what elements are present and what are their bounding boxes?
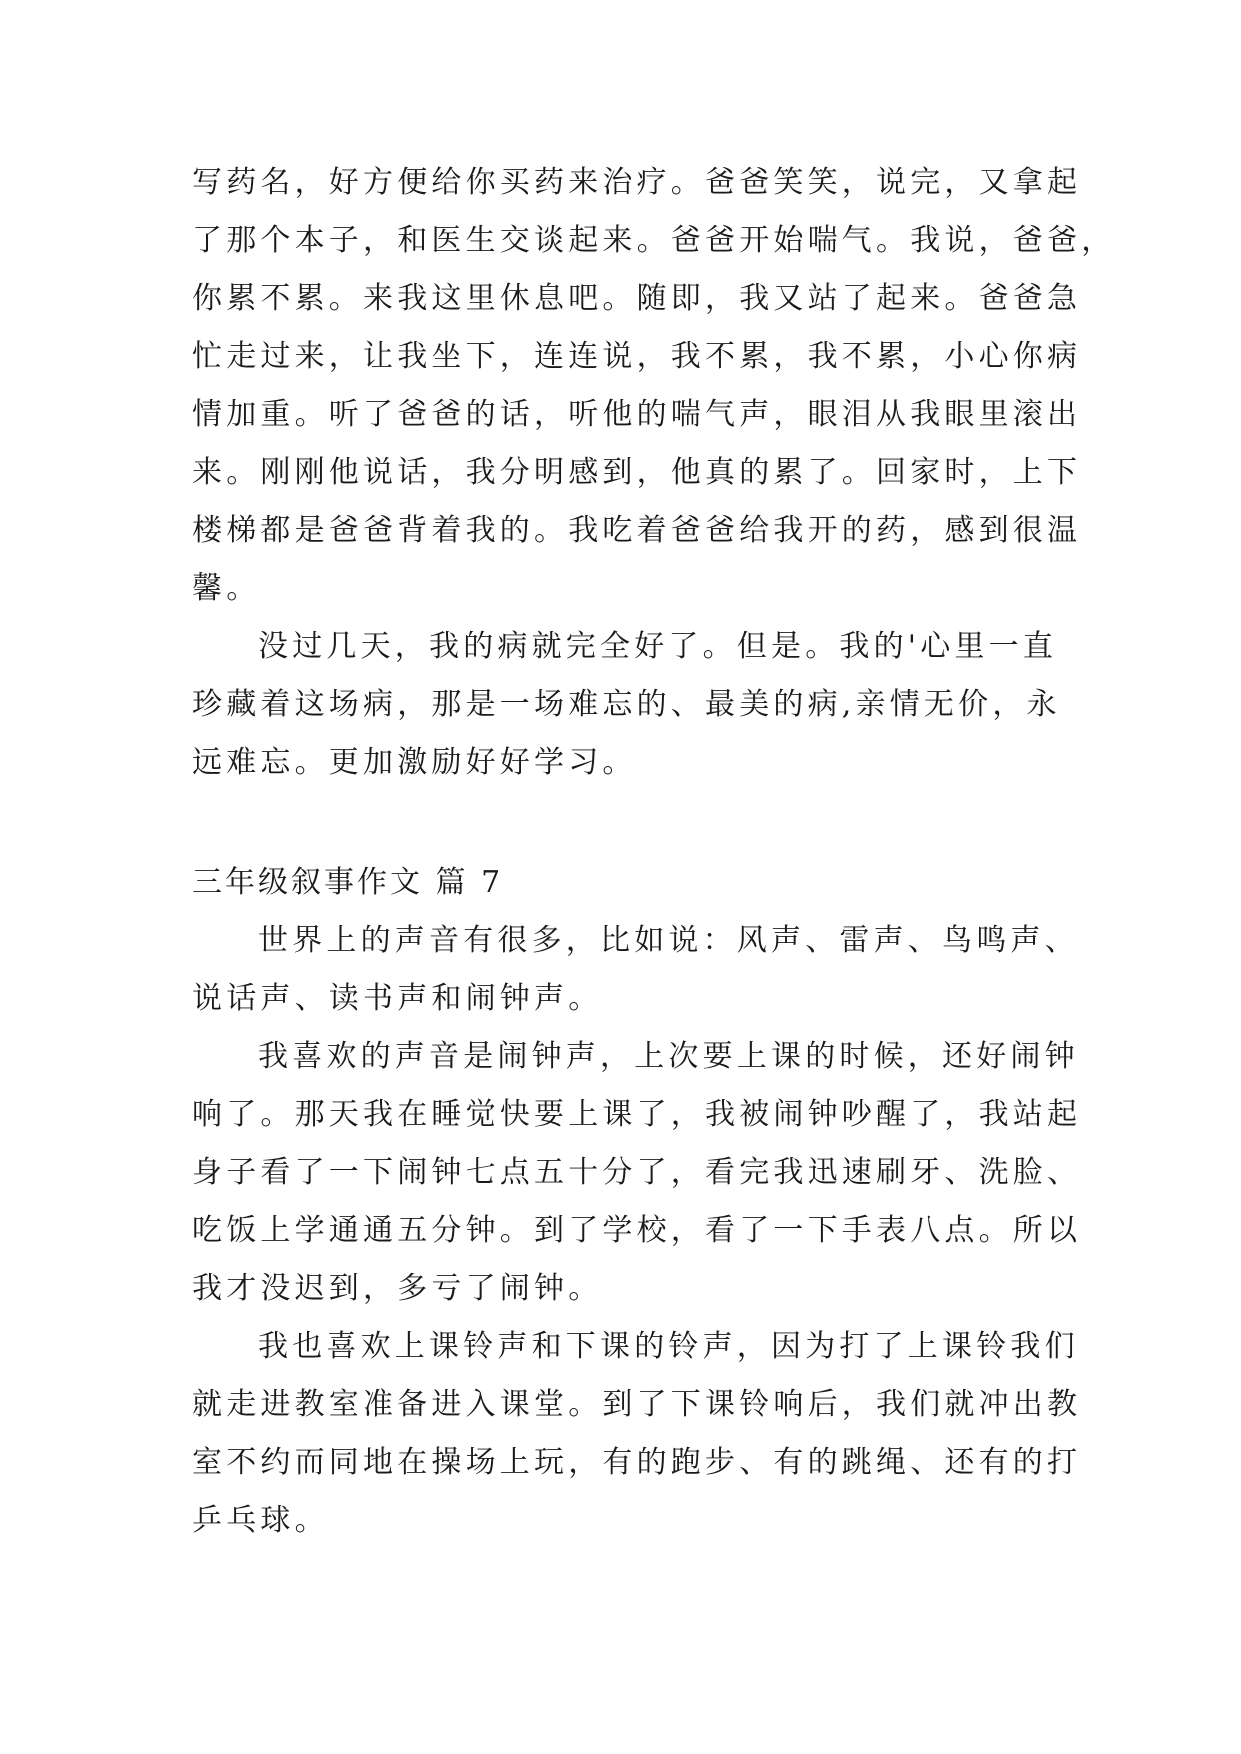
paragraph-line: 楼梯都是爸爸背着我的。我吃着爸爸给我开的药，感到很温: [192, 513, 1082, 548]
paragraph-line: 写药名，好方便给你买药来治疗。爸爸笑笑，说完，又拿起: [192, 165, 1082, 200]
paragraph-line: 忙走过来，让我坐下，连连说，我不累，我不累，小心你病: [192, 339, 1082, 374]
paragraph-line: 你累不累。来我这里休息吧。随即，我又站了起来。爸爸急: [192, 281, 1082, 316]
paragraph-line: 乒乓球。: [192, 1503, 329, 1538]
paragraph-line: 吃饭上学通通五分钟。到了学校，看了一下手表八点。所以: [192, 1213, 1082, 1248]
paragraph-line: 就走进教室准备进入课堂。到了下课铃响后，我们就冲出教: [192, 1387, 1082, 1422]
paragraph-line: 我也喜欢上课铃声和下课的铃声，因为打了上课铃我们: [258, 1329, 1079, 1364]
essay6-paragraph-continued: [192, 154, 1116, 618]
paragraph-line: 远难忘。更加激励好好学习。: [192, 745, 637, 780]
paragraph-line: 没过几天，我的病就完全好了。但是。我的'心里一直: [258, 629, 1058, 664]
paragraph-line: 珍藏着这场病，那是一场难忘的、最美的病,亲情无价，永: [192, 687, 1061, 722]
paragraph-line: 世界上的声音有很多，比如说：风声、雷声、鸟鸣声、: [258, 923, 1079, 958]
paragraph-line: 室不约而同地在操场上玩，有的跑步、有的跳绳、还有的打: [192, 1445, 1082, 1480]
paragraph-line: 说话声、读书声和闹钟声。: [192, 981, 603, 1016]
paragraph-line: 我喜欢的声音是闹钟声，上次要上课的时候，还好闹钟: [258, 1039, 1079, 1074]
paragraph-line: 身子看了一下闹钟七点五十分了，看完我迅速刷牙、洗脸、: [192, 1155, 1082, 1190]
paragraph-line: 馨。: [192, 571, 261, 606]
essay6-closing-paragraph: [192, 618, 1061, 792]
paragraph-line: 情加重。听了爸爸的话，听他的喘气声，眼泪从我眼里滚出: [192, 397, 1082, 432]
essay7-paragraph-3: [192, 1318, 1082, 1550]
essay7-heading: 三年级叙事作文 篇 7: [192, 865, 504, 900]
essay7-paragraph-1: [192, 912, 1079, 1028]
essay7-paragraph-2: [192, 1028, 1082, 1318]
paragraph-line: 响了。那天我在睡觉快要上课了，我被闹钟吵醒了，我站起: [192, 1097, 1082, 1132]
paragraph-line: 我才没迟到，多亏了闹钟。: [192, 1271, 603, 1306]
paragraph-line: 了那个本子，和医生交谈起来。爸爸开始喘气。我说，爸爸，: [192, 223, 1116, 258]
paragraph-line: 来。刚刚他说话，我分明感到，他真的累了。回家时，上下: [192, 455, 1082, 490]
